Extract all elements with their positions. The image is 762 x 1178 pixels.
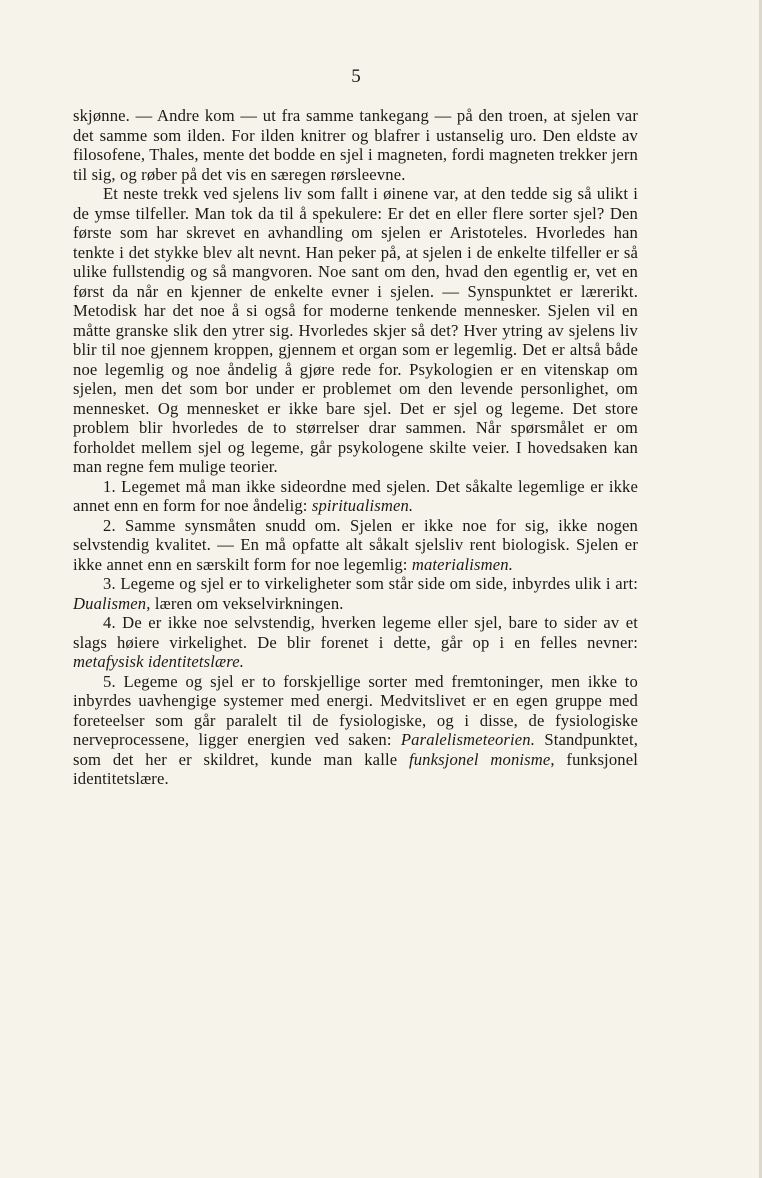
text-segment: 3. Legeme og sjel er to virkeligheter som står side om side, inbyrdes ulik i art: [103,574,638,593]
text-segment: skjønne. — Andre kom — ut fra samme tankegang — på den troen, at sjelen var det samme som ilden. For ilden knitrer og blafrer i ustanselig uro. Den eldste av filosofene, Thales, mente det bodde en sjel i magneten, fordi magneten trekker jern til sig, og røber på det vis en særegen rørsleevne. [73,106,638,184]
italic-term: Paralelismeteorien. [400,730,536,749]
text-segment: 4. De er ikke noe selvstendig, hverken legeme eller sjel, bare to sider av et slags høiere virkelighet. De blir forenet i dette, går op i en felles nevner: [73,613,638,652]
text-segment: 5. Legeme og sjel er to forskjellige sorter med fremtoninger, men ikke to inbyrdes uavhengige systemer med energi. Medvitslivet er en egen gruppe med foreteelser som går paralelt til de fysiologiske, og i disse, de fysiologiske nerveprocessene, ligger energien ved saken: [73,671,638,749]
page-body [73,106,638,789]
text-segment: læren om vekselvirkningen. [150,593,344,613]
italic-term: materialismen. [411,554,514,574]
theory-2 [73,516,638,575]
italic-term: Dualismen, [73,593,151,613]
theory-1 [73,477,638,516]
text-segment: 1. Legemet må man ikke sideordne med sjelen. Det såkalte legemlige er ikke annet enn en form for noe åndelig: [73,476,638,515]
text-segment: Et neste trekk ved sjelens liv som fallt i øinene var, at den tedde sig så ulikt i de ymse tilfeller. Man tok da til å spekulere: Er det en eller flere sorter sjel? Den første som har skrevet en avhandling om sjelen er Aristoteles. Hvorledes han tenkte i det stykke blev alt nevnt. Han peker på, at sjelen i de enkelte tilfeller er så ulike fullstendig og så mangvoren. Noe sant om den, hvad den egentlig er, vet en først da når en kjenner de enkelte evner i sjelen. — Synspunktet er lærerikt. Metodisk har det noe å si også for moderne tenkende mennesker. Sjelen vil en måtte granske slik den ytrer sig. Hvorledes skjer så det? Hver ytring av sjelens liv blir til noe gjennem kroppen, gjennem et organ som er legemlig. Det er altså både noe legemlig og noe åndelig å gjøre rede for. Psykologien er en vitenskap om sjelen, men det som bor under er problemet om den levende personlighet, om mennesket. Og mennesket er ikke bare sjel. Det er sjel og legeme. Det store problem blir hvorledes de to størrelser drar sammen. Når spørsmålet er om forholdet mellem sjel og legeme, går psykologene skilte veier. I hovedsaken kan man regne fem mulige teorier. [73,184,638,476]
italic-term: funksjonel monisme, [408,749,555,769]
text-segment: 2. Samme synsmåten snudd om. Sjelen er ikke noe for sig, ikke nogen selvstendig kvalitet. — En må opfatte alt såkalt sjelsliv rent biologisk. Sjelen er ikke annet enn en særskilt form for noe legemlig: [73,515,638,574]
text-segment: Standpunktet, som det her er skildret, kunde man kalle [73,730,638,769]
theory-4 [73,613,638,672]
paragraph-1 [73,106,638,184]
paragraph-2 [73,184,638,477]
italic-term: spiritualismen. [311,496,414,515]
italic-term: metafysisk identitetslære. [73,652,245,671]
text-segment: funksjonel identitetslære. [73,749,638,788]
page-number: 5 [351,66,361,87]
theory-3 [73,574,638,613]
theory-5 [73,672,638,789]
